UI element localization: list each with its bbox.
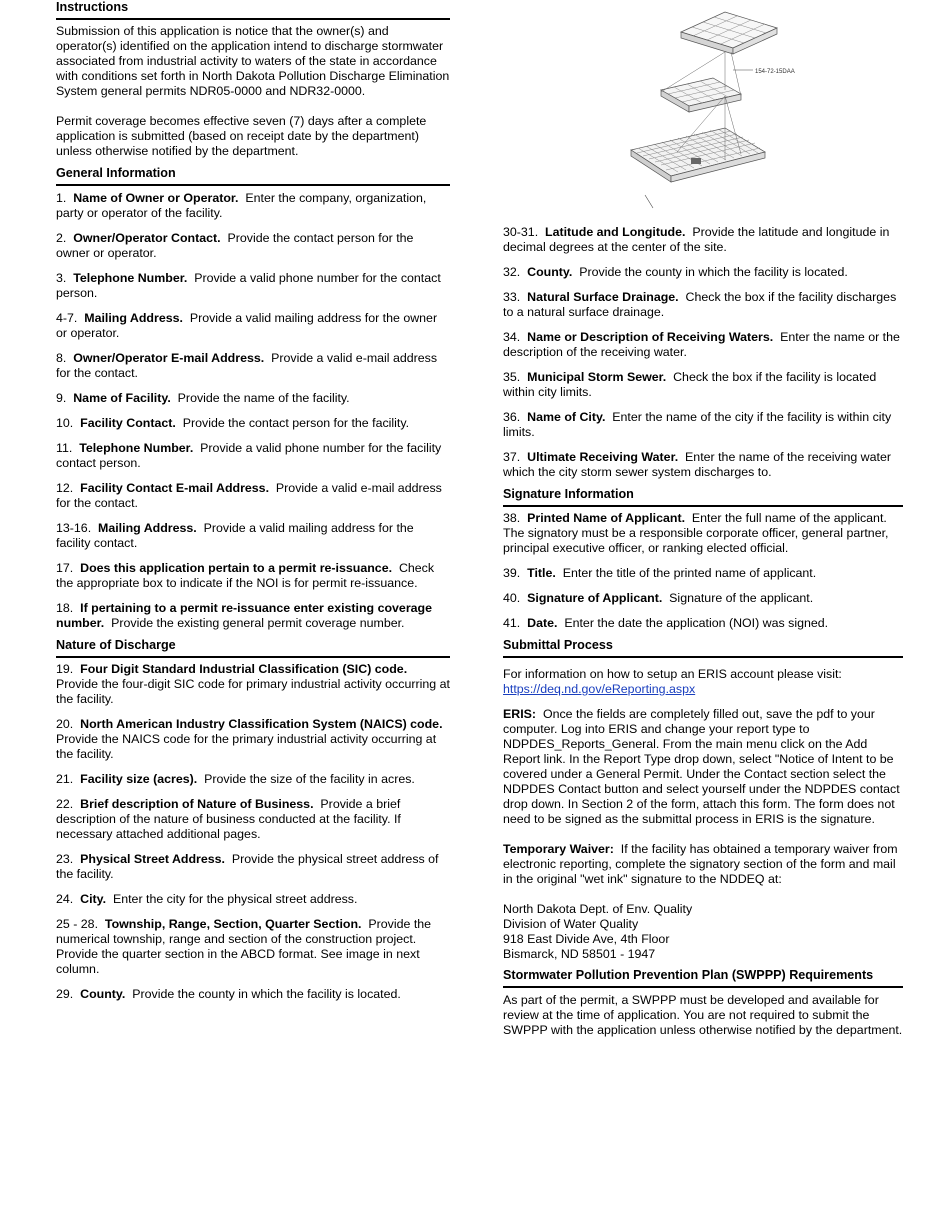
item-number: 36.	[503, 410, 521, 424]
instructions-paragraph-2: Permit coverage becomes effective seven (7) days after a complete application is submitted (based on receipt date by the department) unless otherwise notified by the department.	[56, 114, 427, 158]
instruction-item	[56, 662, 450, 707]
item-number: 23.	[56, 852, 74, 866]
item-number: 11.	[56, 441, 73, 455]
mailing-address-block	[503, 902, 903, 962]
instruction-item	[56, 561, 450, 591]
item-description: Provide the size of the facility in acres.	[204, 772, 415, 786]
item-description: Provide the contact person for the owner or operator.	[56, 231, 414, 260]
item-number: 1.	[56, 191, 67, 205]
swppp-heading: Stormwater Pollution Prevention Plan (SWPPP) Requirements	[503, 968, 903, 988]
item-description: Provide a brief description of the nature of business conducted at the facility. If necessary attached additional pages.	[56, 797, 401, 841]
instruction-item	[56, 191, 450, 221]
eris-account-paragraph	[503, 667, 903, 697]
item-number: 12.	[56, 481, 74, 495]
item-description: Provide the physical street address of the facility.	[56, 852, 439, 881]
item-title: Date.	[527, 616, 558, 630]
instruction-item	[56, 441, 450, 471]
item-title: Facility size (acres).	[80, 772, 198, 786]
instruction-item	[56, 351, 450, 381]
item-description: Provide a valid mailing address for the facility contact.	[56, 521, 414, 550]
nature-of-discharge-heading: Nature of Discharge	[56, 638, 450, 658]
item-title: Township, Range, Section, Quarter Section.	[104, 917, 362, 931]
instruction-item	[56, 892, 450, 907]
item-title: Telephone Number.	[79, 441, 194, 455]
item-description: Provide a valid phone number for the contact person.	[56, 271, 441, 300]
instruction-item	[503, 265, 903, 280]
eris-paragraph	[503, 707, 903, 827]
item-description: Check the box if the facility is located within city limits.	[503, 370, 877, 399]
item-title: Owner/Operator Contact.	[73, 231, 221, 245]
item-description: Provide a valid phone number for the facility contact person.	[56, 441, 442, 470]
item-description: Provide the numerical township, range and section of the construction project. Provide the quarter section in the ABCD format. See image in next column.	[56, 917, 432, 976]
item-title: Does this application pertain to a permit re-issuance.	[80, 561, 393, 575]
instruction-item	[56, 987, 450, 1002]
nature-of-discharge-list	[56, 662, 450, 1002]
item-number: 19.	[56, 662, 74, 676]
temporary-waiver-text: If the facility has obtained a temporary waiver from electronic reporting, complete the signatory section of the form and mail in the original "wet ink" signature to the NDDEQ at:	[503, 842, 898, 886]
instruction-item	[56, 717, 450, 762]
instruction-item	[56, 601, 450, 631]
item-description: Provide the county in which the facility is located.	[579, 265, 848, 279]
item-title: Name of City.	[527, 410, 606, 424]
item-title: Mailing Address.	[98, 521, 197, 535]
item-number: 37.	[503, 450, 521, 464]
item-number: 33.	[503, 290, 521, 304]
item-description: Signature of the applicant.	[669, 591, 814, 605]
item-description: Provide the existing general permit coverage number.	[111, 616, 405, 630]
item-number: 40.	[503, 591, 521, 605]
general-information-list	[56, 191, 450, 631]
instruction-item	[56, 852, 450, 882]
eris-text: Once the fields are completely filled out, save the pdf to your computer. Log into ERIS and change your report type to NDPDES_Reports_General. From the main menu click on the Add Report link. In the Report Type drop down, select "Notice of Intent to be covered under a General Permit. Under the Contact section select the NDPDES Contact button and select yourself under the NDPDES contact drop down. In Section 2 of the form, attach this form. The form does not need to be signed as the submittal process in ERIS is the signature.	[503, 707, 900, 826]
item-description: Enter the city for the physical street address.	[112, 892, 358, 906]
item-number: 2.	[56, 231, 67, 245]
instructions-paragraph-1: Submission of this application is notice that the owner(s) and operator(s) identified on the application intend to discharge stormwater associated from industrial activity to waters of the state in accordance with conditions set forth in North Dakota Pollution Discharge Elimination System general permits NDR05-0000 and NDR32-0000.	[56, 24, 450, 98]
item-title: Owner/Operator E-mail Address.	[73, 351, 265, 365]
item-description: Provide the contact person for the facility.	[182, 416, 410, 430]
item-number: 10.	[56, 416, 74, 430]
instruction-item	[56, 521, 450, 551]
item-description: Provide the NAICS code for the primary industrial activity occurring at the facility.	[56, 732, 437, 761]
item-title: County.	[80, 987, 126, 1001]
item-number: 34.	[503, 330, 521, 344]
instruction-item	[56, 917, 450, 977]
item-number: 29.	[56, 987, 74, 1001]
item-title: City.	[80, 892, 107, 906]
signature-information-list	[503, 511, 903, 631]
instruction-item	[56, 271, 450, 301]
township-grid-illustration	[565, 0, 795, 215]
item-number: 41.	[503, 616, 521, 630]
item-description: Provide a valid e-mail address for the contact.	[56, 351, 438, 380]
item-description: Provide a valid mailing address for the owner or operator.	[56, 311, 438, 340]
general-information-heading: General Information	[56, 166, 450, 186]
item-number: 4-7.	[56, 311, 78, 325]
item-description: Provide the four-digit SIC code for primary industrial activity occurring at the facility.	[56, 677, 450, 706]
item-title: North American Industry Classification System (NAICS) code.	[80, 717, 443, 731]
eris-title: ERIS:	[503, 707, 537, 721]
item-description: Enter the company, organization, party or operator of the facility.	[56, 191, 427, 220]
figure-label: 154-72-15DAA	[755, 69, 795, 75]
instruction-item	[503, 511, 903, 556]
item-description: Enter the title of the printed name of applicant.	[562, 566, 817, 580]
item-title: Name of Owner or Operator.	[73, 191, 239, 205]
item-description: Enter the full name of the applicant. The signatory must be a responsible corporate officer, general partner, principal executive officer, or ranking elected official.	[503, 511, 889, 555]
instruction-item	[56, 797, 450, 842]
item-title: Four Digit Standard Industrial Classification (SIC) code.	[80, 662, 408, 676]
item-title: Facility Contact E-mail Address.	[80, 481, 270, 495]
item-number: 17.	[56, 561, 74, 575]
item-title: Title.	[527, 566, 556, 580]
instruction-item	[503, 225, 903, 255]
item-number: 25 - 28.	[56, 917, 99, 931]
item-description: Provide the latitude and longitude in decimal degrees at the center of the site.	[503, 225, 890, 254]
instruction-item	[503, 370, 903, 400]
instruction-item	[503, 591, 903, 606]
instruction-item	[56, 481, 450, 511]
item-title: Latitude and Longitude.	[545, 225, 686, 239]
item-number: 20.	[56, 717, 74, 731]
instruction-item	[56, 772, 450, 787]
instruction-item	[503, 450, 903, 480]
item-description: Check the box if the facility discharges to a natural surface drainage.	[503, 290, 897, 319]
item-number: 21.	[56, 772, 74, 786]
instruction-item	[503, 410, 903, 440]
right-column	[503, 0, 903, 1038]
item-title: Ultimate Receiving Water.	[527, 450, 679, 464]
temporary-waiver-paragraph	[503, 842, 903, 887]
item-title: Physical Street Address.	[80, 852, 225, 866]
item-number: 22.	[56, 797, 74, 811]
address-line: North Dakota Dept. of Env. Quality	[503, 902, 693, 916]
item-title: Brief description of Nature of Business.	[80, 797, 314, 811]
item-description: Enter the date the application (NOI) was signed.	[564, 616, 829, 630]
submittal-process-heading: Submittal Process	[503, 638, 903, 658]
item-number: 30-31.	[503, 225, 539, 239]
item-title: Facility Contact.	[80, 416, 176, 430]
item-title: Name or Description of Receiving Waters.	[527, 330, 774, 344]
item-title: Signature of Applicant.	[527, 591, 663, 605]
item-number: 24.	[56, 892, 74, 906]
item-number: 39.	[503, 566, 521, 580]
item-title: Municipal Storm Sewer.	[527, 370, 667, 384]
address-line: Division of Water Quality	[503, 917, 639, 931]
item-description: Enter the name of the receiving water which the city storm sewer system discharges to.	[503, 450, 891, 479]
item-number: 38.	[503, 511, 521, 525]
instruction-item	[56, 311, 450, 341]
ereporting-link[interactable]: https://deq.nd.gov/eReporting.aspx	[503, 682, 696, 696]
item-title: Natural Surface Drainage.	[527, 290, 679, 304]
instruction-item	[56, 416, 450, 431]
item-description: Enter the name of the city if the facility is within city limits.	[503, 410, 892, 439]
item-number: 35.	[503, 370, 521, 384]
item-title: If pertaining to a permit re-issuance enter existing coverage number.	[56, 601, 432, 630]
item-number: 32.	[503, 265, 521, 279]
item-number: 8.	[56, 351, 67, 365]
instruction-item	[503, 290, 903, 320]
left-column	[56, 0, 450, 1012]
instructions-heading: Instructions	[56, 0, 450, 20]
item-number: 9.	[56, 391, 67, 405]
instruction-item	[503, 330, 903, 360]
instruction-item	[503, 616, 903, 631]
address-line: 918 East Divide Ave, 4th Floor	[503, 932, 670, 946]
instruction-item	[56, 391, 450, 406]
signature-information-heading: Signature Information	[503, 487, 903, 507]
quarter-section-diagram	[565, 0, 795, 215]
item-title: Name of Facility.	[73, 391, 171, 405]
item-number: 18.	[56, 601, 74, 615]
instruction-item	[56, 231, 450, 261]
swppp-paragraph: As part of the permit, a SWPPP must be developed and available for review at the time of application. You are not required to submit the SWPPP with the application unless otherwise notified by the department.	[503, 993, 903, 1037]
item-number: 13-16.	[56, 521, 92, 535]
item-title: County.	[527, 265, 573, 279]
item-description: Enter the name or the description of the receiving water.	[503, 330, 900, 359]
temporary-waiver-title: Temporary Waiver:	[503, 842, 614, 856]
item-description: Provide the county in which the facility is located.	[132, 987, 401, 1001]
item-description: Provide a valid e-mail address for the contact.	[56, 481, 442, 510]
item-title: Telephone Number.	[73, 271, 188, 285]
location-information-list	[503, 225, 903, 480]
item-number: 3.	[56, 271, 67, 285]
item-description: Provide the name of the facility.	[177, 391, 350, 405]
item-title: Mailing Address.	[84, 311, 183, 325]
address-line: Bismarck, ND 58501 - 1947	[503, 947, 656, 961]
item-description: Check the appropriate box to indicate if the NOI is for permit re-issuance.	[56, 561, 435, 590]
instruction-item	[503, 566, 903, 581]
item-title: Printed Name of Applicant.	[527, 511, 686, 525]
eris-account-text: For information on how to setup an ERIS account please visit:	[503, 667, 842, 681]
